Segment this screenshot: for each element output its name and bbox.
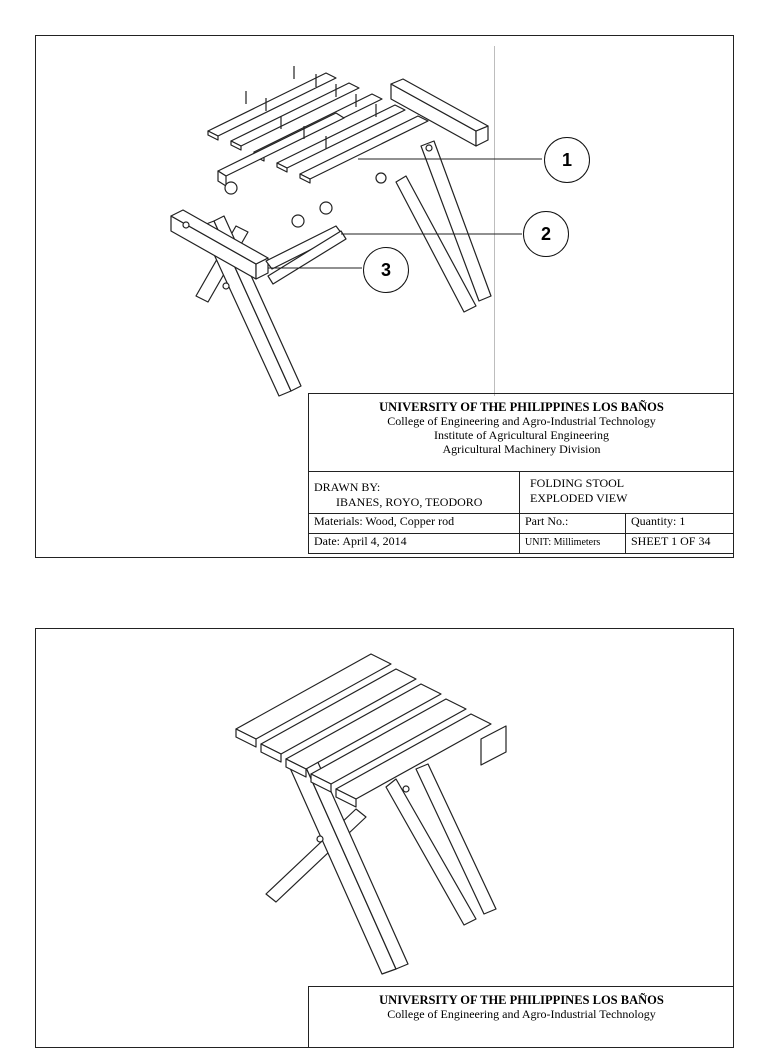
drawn-by-names: IBANES, ROYO, TEODORO — [314, 495, 514, 510]
drawing-sheet-exploded-view — [35, 35, 734, 558]
unit-cell: UNIT: Millimeters — [520, 534, 626, 554]
sheet-number-cell: SHEET 1 OF 34 — [626, 534, 735, 554]
college-name-2: College of Engineering and Agro-Industrial Technology — [314, 1007, 729, 1021]
part-balloon-1: 1 — [544, 137, 590, 183]
quantity-cell: Quantity: 1 — [626, 514, 735, 534]
part-no-cell: Part No.: — [520, 514, 626, 534]
drawing-title-line-2: EXPLODED VIEW — [530, 491, 729, 506]
part-balloon-3: 3 — [363, 247, 409, 293]
title-block-2 — [308, 986, 734, 1048]
assembled-seat-slats — [236, 654, 491, 807]
date-cell: Date: April 4, 2014 — [309, 534, 520, 554]
bushing — [225, 182, 237, 194]
college-name: College of Engineering and Agro-Industrial Technology — [314, 414, 729, 428]
drawn-by-cell — [309, 472, 520, 514]
pivot-pin — [317, 836, 323, 842]
title-block-header — [309, 394, 735, 472]
drawing-title-cell — [520, 472, 735, 514]
title-block-header-2 — [309, 987, 735, 1048]
title-block — [308, 393, 734, 554]
division-name: Agricultural Machinery Division — [314, 442, 729, 456]
drawn-by-label: DRAWN BY: — [314, 480, 514, 495]
materials-cell: Materials: Wood, Copper rod — [309, 514, 520, 534]
university-name: UNIVERSITY OF THE PHILIPPINES LOS BAÑOS — [314, 400, 729, 414]
drawing-title-line-1: FOLDING STOOL — [530, 476, 729, 491]
part-balloon-2: 2 — [523, 211, 569, 257]
side-rail — [481, 726, 506, 765]
institute-name: Institute of Agricultural Engineering — [314, 428, 729, 442]
drawing-sheet-assembled-view — [35, 628, 734, 1048]
university-name-2: UNIVERSITY OF THE PHILIPPINES LOS BAÑOS — [314, 993, 729, 1007]
